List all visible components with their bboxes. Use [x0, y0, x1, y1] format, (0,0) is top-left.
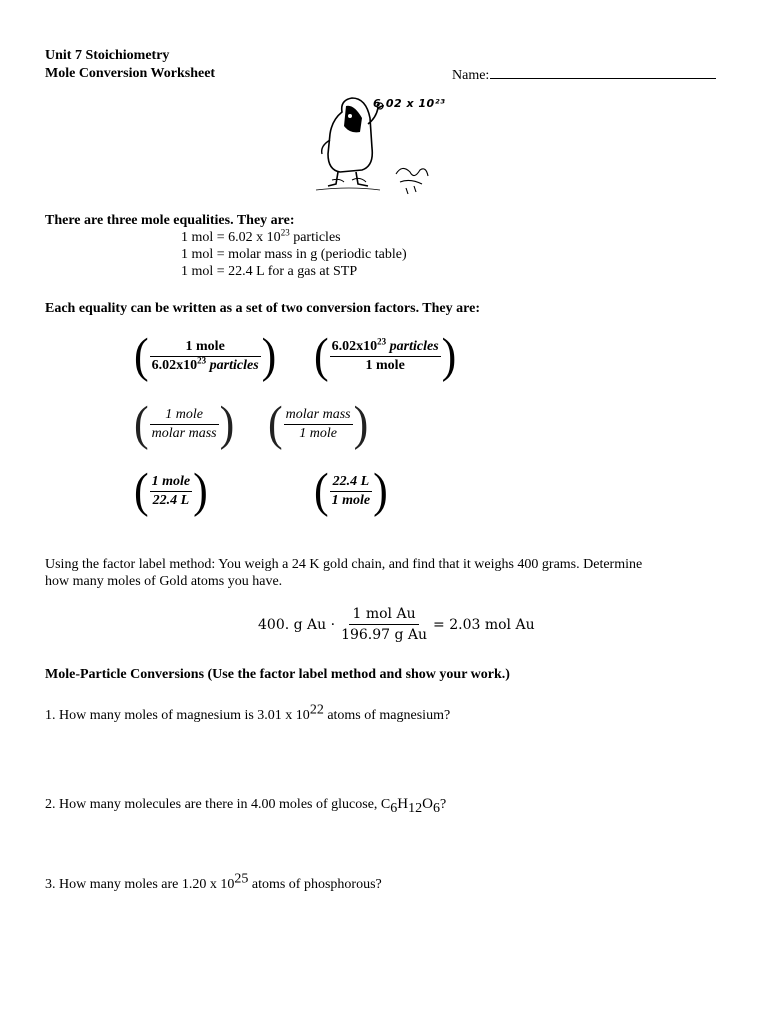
equation-rhs: = 2.03 mol Au	[433, 616, 535, 633]
scribble-avogadro: 6.02 x 10²³	[373, 97, 446, 110]
equality-particles: 1 mol = 6.02 x $10^{23}$ particles	[181, 227, 341, 245]
factors-heading: Each equality can be written as a set of two conversion factors. They are:	[45, 301, 480, 316]
equation-fraction: 1 mol Au 196.97 g Au	[341, 606, 428, 643]
factor-molar-mass-per-mole: ( molar mass 1 mole )	[268, 396, 369, 451]
question-1: 1. How many moles of magnesium is 3.01 x 1022 atoms of magnesium?	[45, 702, 451, 723]
equation-lhs: 400. g Au ·	[258, 616, 336, 633]
name-label: Name:	[452, 68, 490, 83]
example-text-line2: how many moles of Gold atoms you have.	[45, 574, 283, 589]
name-blank-line[interactable]	[490, 65, 716, 79]
equalities-heading: There are three mole equalities. They are:	[45, 213, 295, 228]
unit-title: Unit 7 Stoichiometry	[45, 48, 170, 63]
factor-liters-per-mole: ( 22.4 L 1 mole )	[314, 463, 388, 518]
equality-gas-volume: 1 mol = 22.4 L for a gas at STP	[181, 264, 358, 279]
name-field[interactable]	[452, 65, 716, 84]
equality-molar-mass: 1 mol = molar mass in g (periodic table)	[181, 247, 407, 262]
question-3: 3. How many moles are 1.20 x 1025 atoms of phosphorous?	[45, 871, 382, 892]
example-text-line1: Using the factor label method: You weigh a 24 K gold chain, and find that it weighs 400 grams. Determine	[45, 557, 643, 572]
example-equation	[258, 606, 535, 643]
section-heading: Mole-Particle Conversions (Use the factor label method and show your work.)	[45, 667, 510, 682]
factor-mole-per-molar-mass: ( 1 mole molar mass )	[134, 396, 235, 451]
factor-mole-per-liters: ( 1 mole 22.4 L )	[134, 463, 208, 518]
factor-particles-per-mole: ( $6.02x10^{23}$ particles 1 mole )	[314, 328, 457, 383]
worksheet-title: Mole Conversion Worksheet	[45, 66, 216, 81]
question-2: 2. How many molecules are there in 4.00 moles of glucose, C6H12O6?	[45, 796, 447, 816]
factor-mole-per-particles: ( 1 mole $6.02x10^{23}$ particles )	[134, 328, 277, 383]
